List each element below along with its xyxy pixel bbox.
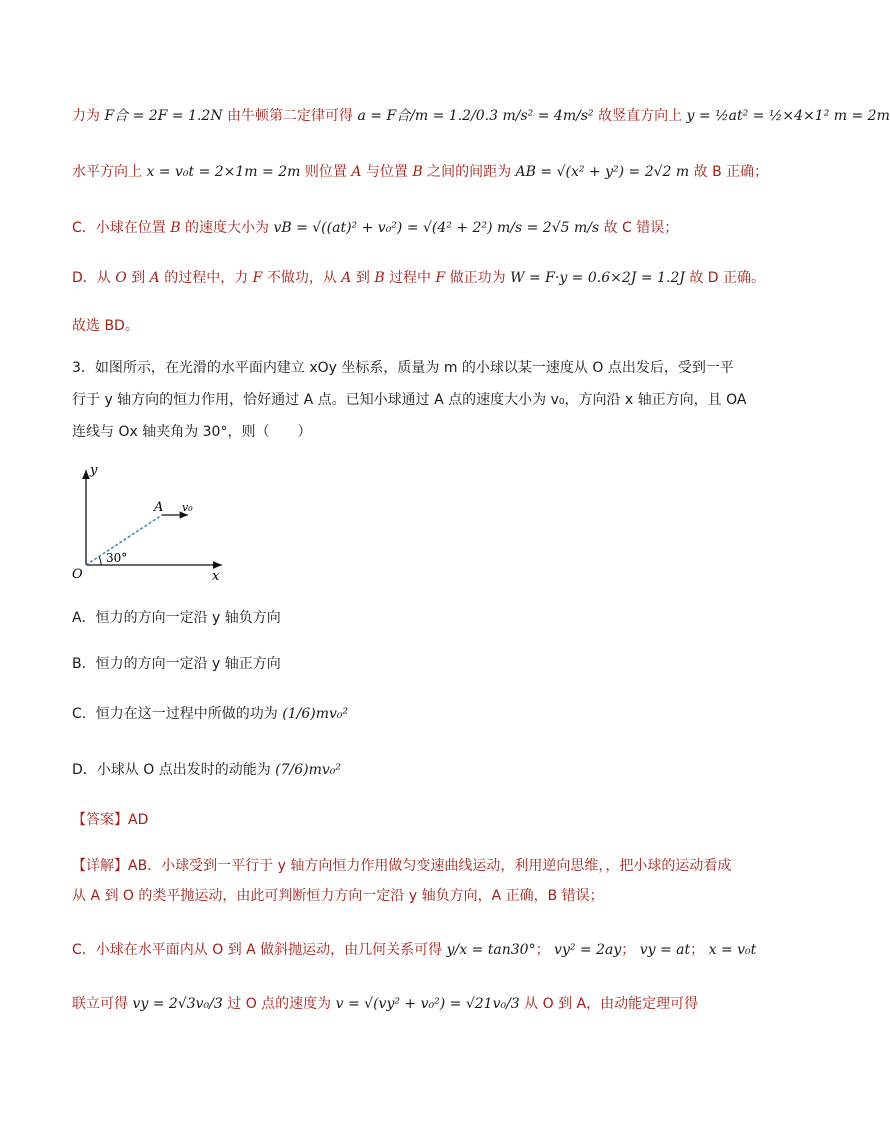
equation-vertical-displacement: y = ½at² = ½×4×1² m = 2m [686,108,890,124]
option-d-expression: (7/6)mv₀² [275,762,342,778]
x-axis-label: x [212,569,220,584]
text: 力为 [72,108,100,124]
option-c [72,704,754,724]
solution-line-2 [72,162,769,182]
answer: 【答案】AD [72,812,149,828]
variable: F [252,270,263,286]
text: 从 O 到 A，由动能定理可得 [524,996,699,1012]
text: 到 [131,270,146,286]
variable: A [341,270,352,286]
equation-acceleration: a = F合/m = 1.2/0.3 m/s² = 4m/s² [357,108,594,124]
text: 故 C 错误； [603,220,679,236]
text: 的过程中，力 [164,270,249,286]
text: 之间的间距为 [427,164,512,180]
solution-option-d [72,268,766,288]
coordinate-figure [70,462,240,587]
text: 与位置 [365,164,408,180]
option-c-expression: (1/6)mv₀² [282,706,349,722]
explanation-final [72,994,754,1014]
text: D．从 [72,270,111,286]
variable: B [374,270,385,286]
explanation-ab-line-1: 【详解】AB．小球受到一平行于 y 轴方向恒力作用做匀变速曲线运动，利用逆向思维，，把小球的运动看成 [72,858,732,874]
equation-geometry: y/x = tan30° [446,942,536,958]
variable: A [149,270,160,286]
equation-vy: vy = at [639,942,691,958]
variable: A [351,164,362,180]
equation-work: W = F·y = 0.6×2J = 1.2J [510,270,685,286]
explanation-c: C．小球在水平面内从 O 到 A 做斜抛运动，由几何关系可得 y/x = tan30°； vy² = 2ay； vy = at； x = v₀t [72,942,757,958]
text: 不做功，从 [266,270,337,286]
text: 的速度大小为 [184,220,269,236]
question-line-1: 3．如图所示，在光滑的水平面内建立 xOy 坐标系，质量为 m 的小球以某一速度从 O 点出发后，受到一平 [72,360,734,376]
velocity-label: v₀ [182,501,193,514]
text: C．小球在位置 [72,220,166,236]
angle-arc [99,557,101,565]
text: 故 D 正确。 [689,270,766,286]
option-a: A．恒力的方向一定沿 y 轴负方向 [72,610,281,626]
variable: B [412,164,423,180]
text: 由牛顿第二定律可得 [227,108,354,124]
text: 过 O 点的速度为 [227,996,332,1012]
equation-v-origin: v = √(vy² + v₀²) = √21v₀/3 [335,996,520,1012]
conclusion: 故选 BD。 [72,318,139,334]
equation-distance-ab: AB = √(x² + y²) = 2√2 m [515,164,690,180]
text: C．小球在水平面内从 O 到 A 做斜抛运动，由几何关系可得 [72,942,443,958]
variable: O [115,270,127,286]
equation-velocity-b: vB = √((at)² + v₀²) = √(4² + 2²) m/s = 2√5 m/s [273,220,600,236]
text: 联立可得 [72,996,128,1012]
origin-label: O [72,567,83,582]
equation-vy-squared: vy² = 2ay [554,942,622,958]
text: 则位置 [304,164,347,180]
variable: B [170,220,181,236]
option-b: B．恒力的方向一定沿 y 轴正方向 [72,656,281,672]
text: 故 B 正确； [693,164,769,180]
equation-x: x = v₀t [708,942,757,958]
text: 到 [355,270,370,286]
option-c-text: C．恒力在这一过程中所做的功为 [72,706,278,722]
variable: F [435,270,446,286]
question-line-2: 行于 y 轴方向的恒力作用，恰好通过 A 点。已知小球通过 A 点的速度大小为 v₀，方向沿 x 轴正方向，且 OA [72,392,747,408]
equation-horizontal-displacement: x = v₀t = 2×1m = 2m [146,164,301,180]
text: 做正功为 [449,270,506,286]
point-a-label: A [154,500,164,515]
equation-vy-result: vy = 2√3v₀/3 [132,996,223,1012]
question-line-3: 连线与 Ox 轴夹角为 30°，则（ ） [72,424,312,440]
option-d [72,760,754,780]
text: 故竖直方向上 [598,108,683,124]
y-axis-label: y [90,463,98,478]
solution-line-1 [72,106,890,126]
solution-option-c [72,218,754,238]
option-d-text: D．小球从 O 点出发时的动能为 [72,762,271,778]
text: 水平方向上 [72,164,142,180]
explanation-ab-line-2: 从 A 到 O 的类平抛运动，由此可判断恒力方向一定沿 y 轴负方向，A 正确，B 错误； [72,888,604,904]
text: 过程中 [389,270,432,286]
angle-label: 30° [106,551,128,565]
equation-net-force: F合 = 2F = 1.2N [104,108,223,124]
